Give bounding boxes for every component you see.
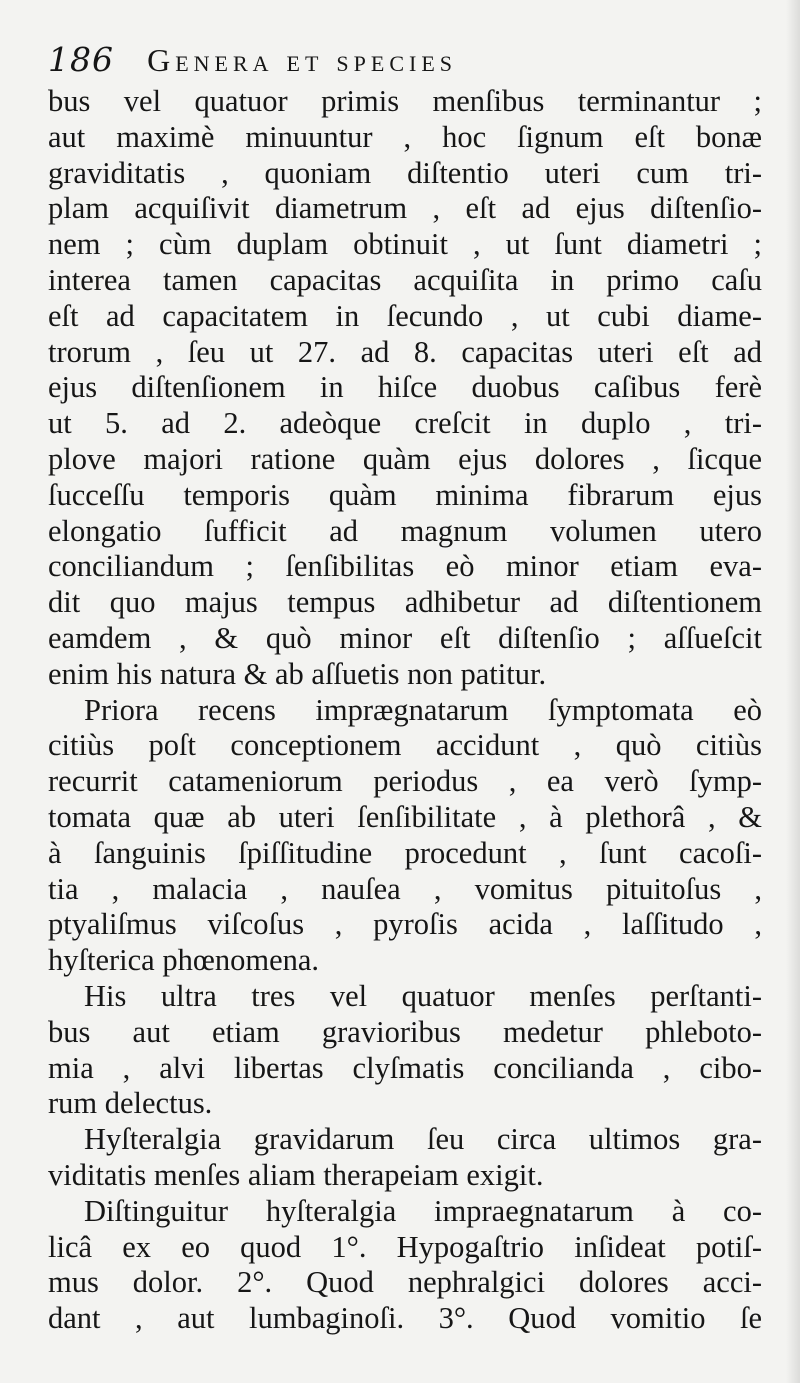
- text-line: elongatio ſufficit ad magnum volumen utero: [48, 513, 762, 548]
- text-line: plove majori ratione quàm ejus dolores , ſicque: [48, 441, 762, 476]
- text-line: nem ; cùm duplam obtinuit , ut ſunt diametri ;: [48, 227, 762, 262]
- text-line: mus dolor. 2°. Quod nephralgici dolores acci-: [48, 1265, 762, 1300]
- text-line: trorum , ſeu ut 27. ad 8. capacitas uteri eſt ad: [48, 334, 762, 369]
- page-edge-shadow: [786, 0, 800, 1383]
- text-line: enim his natura & ab aſſuetis non patitur.: [48, 656, 547, 691]
- text-line: ptyaliſmus viſcoſus , pyroſis acida , laſſitudo ,: [48, 907, 762, 942]
- running-head: [48, 40, 768, 86]
- text-line: ut 5. ad 2. adeòque creſcit in duplo , tri-: [48, 406, 762, 441]
- text-line: ſucceſſu temporis quàm minima fibrarum ejus: [48, 477, 762, 512]
- text-line: conciliandum ; ſenſibilitas eò minor etiam eva-: [48, 549, 762, 584]
- text-line: recurrit catameniorum periodus , ea verò ſymp-: [48, 764, 762, 799]
- text-line: ejus diſtenſionem in hiſce duobus caſibus ferè: [48, 370, 762, 405]
- text-line: rum delectus.: [48, 1086, 213, 1121]
- text-line: tia , malacia , nauſea , vomitus pituitoſus ,: [48, 871, 762, 906]
- text-line: licâ ex eo quod 1°. Hypogaſtrio inſideat potiſ-: [48, 1229, 762, 1264]
- text-line: eſt ad capacitatem in ſecundo , ut cubi diame-: [48, 298, 762, 333]
- text-line: His ultra tres vel quatuor menſes perſtanti-: [84, 978, 762, 1013]
- text-line: Hyſteralgia gravidarum ſeu circa ultimos gra-: [84, 1122, 762, 1157]
- text-line: mia , alvi libertas clyſmatis concilianda , cibo-: [48, 1050, 762, 1085]
- page-number: 186: [48, 40, 114, 79]
- text-line: Priora recens imprægnatarum ſymptomata eò: [84, 692, 762, 727]
- text-line: à ſanguinis ſpiſſitudine procedunt , ſunt cacoſi-: [48, 835, 762, 870]
- text-line: citiùs poſt conceptionem accidunt , quò citiùs: [48, 728, 762, 763]
- text-line: tomata quæ ab uteri ſenſibilitate , à plethorâ , &: [48, 799, 762, 834]
- text-line: viditatis menſes aliam therapeiam exigit.: [48, 1157, 544, 1192]
- text-line: plam acquiſivit diametrum , eſt ad ejus diſtenſio-: [48, 191, 762, 226]
- text-line: hyſterica phœnomena.: [48, 943, 320, 978]
- text-line: bus vel quatuor primis menſibus terminantur ;: [48, 84, 762, 118]
- text-line: eamdem , & quò minor eſt diſtenſio ; aſſueſcit: [48, 620, 762, 655]
- text-body: [48, 84, 762, 1337]
- text-line: interea tamen capacitas acquiſita in primo caſu: [48, 262, 762, 297]
- running-title: Genera et species: [147, 42, 457, 78]
- text-line: dit quo majus tempus adhibetur ad diſtentionem: [48, 585, 762, 620]
- text-line: dant , aut lumbaginoſi. 3°. Quod vomitio ſe: [48, 1301, 762, 1336]
- text-line: aut maximè minuuntur , hoc ſignum eſt bonæ: [48, 119, 762, 154]
- text-line: bus aut etiam gravioribus medetur phleboto-: [48, 1014, 762, 1049]
- text-line: Diſtinguitur hyſteralgia impraegnatarum à co-: [84, 1193, 762, 1228]
- text-line: graviditatis , quoniam diſtentio uteri cum tri-: [48, 155, 762, 190]
